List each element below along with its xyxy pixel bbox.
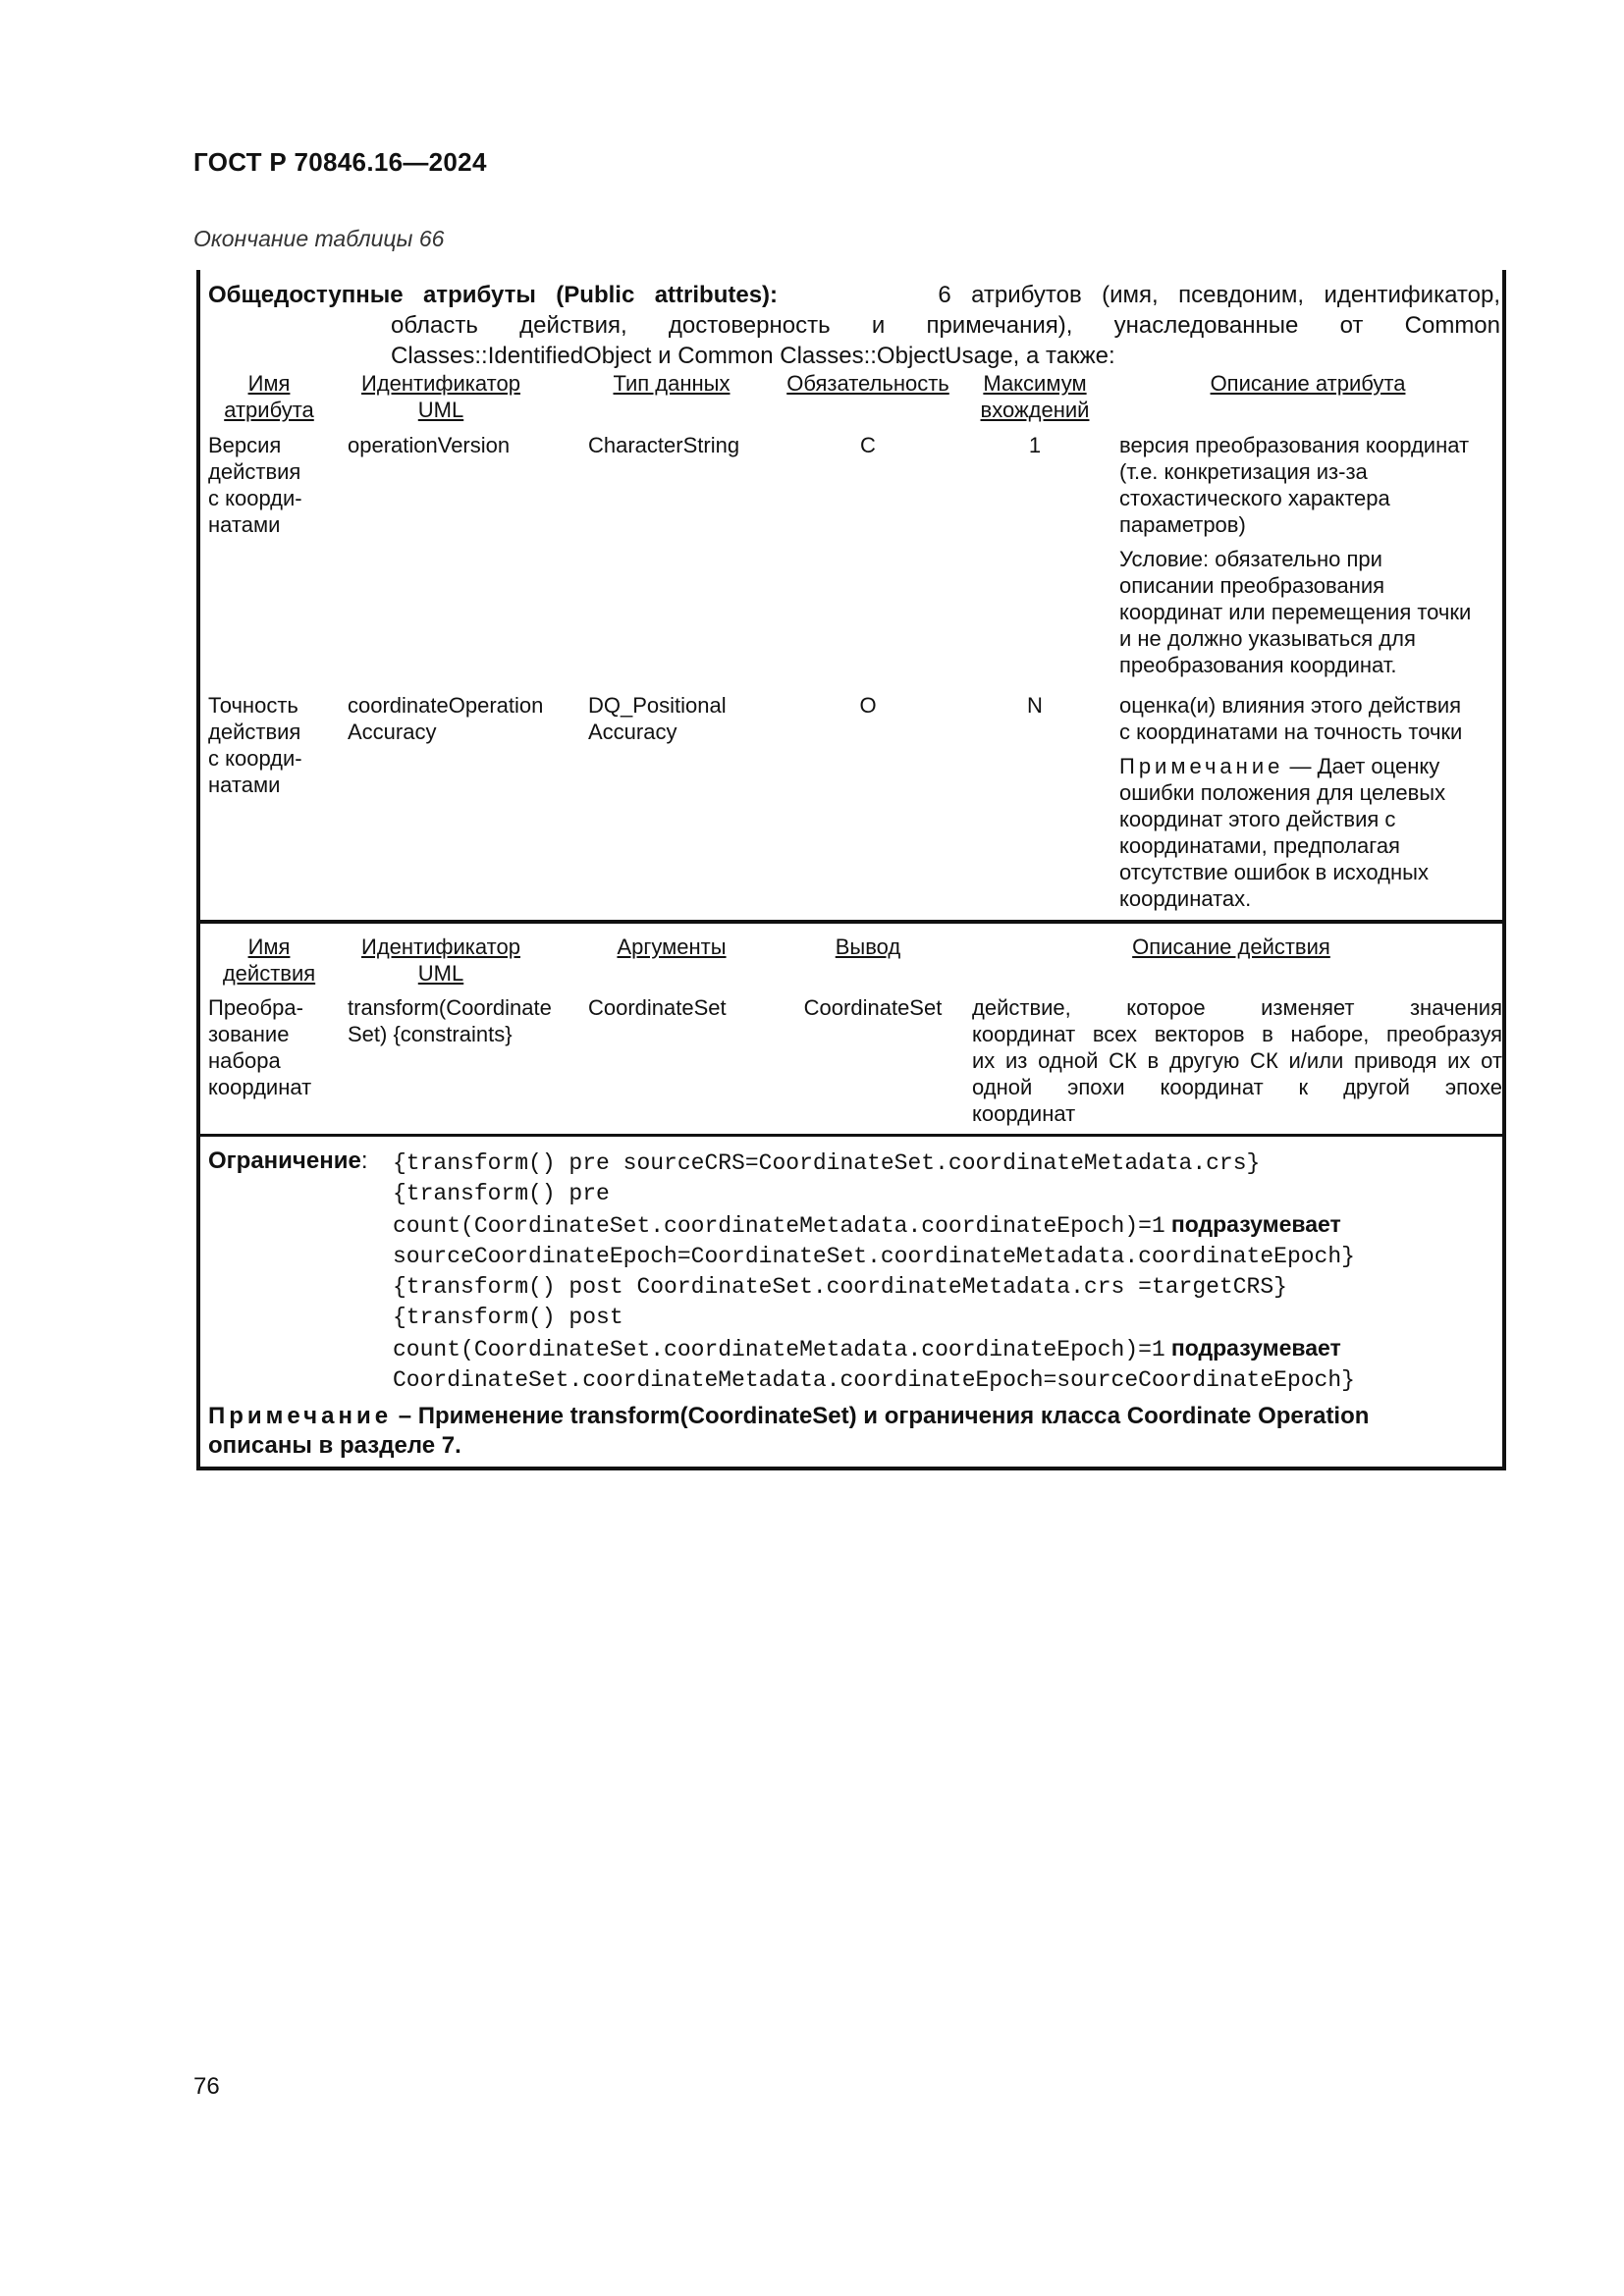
row1-obligation: C xyxy=(860,433,876,457)
column-header-output: Вывод xyxy=(835,934,901,959)
constraint-label: Ограничение: xyxy=(208,1148,368,1174)
constraint-line: count(CoordinateSet.coordinateMetadata.coordinateEpoch)=1 xyxy=(393,1337,1165,1362)
constraint-line: {transform() pre sourceCRS=CoordinateSet.coordinateMetadata.crs} xyxy=(393,1150,1261,1176)
op-row-uml: transform(Coordinate Set) {constraints} xyxy=(348,995,552,1046)
constraint-line: {transform() post CoordinateSet.coordinateMetadata.crs =targetCRS} xyxy=(393,1274,1287,1300)
row2-desc: оценка(и) влияния этого действия с координатами на точность точки Примечание — Дает оценку ошибки положения для целевых координат этого действия с координатами, предполагая отсутствие ошибок в исходных координатах. xyxy=(1119,693,1463,911)
attributes-table xyxy=(196,270,1506,1470)
row2-obligation: O xyxy=(859,693,877,718)
op-row-args: CoordinateSet xyxy=(588,995,727,1020)
constraint-divider xyxy=(200,1134,1502,1137)
column-header-op-uml: Идентификатор UML xyxy=(361,934,520,986)
constraint-line: count(CoordinateSet.coordinateMetadata.coordinateEpoch)=1 xyxy=(393,1213,1165,1239)
constraint-line: {transform() pre xyxy=(393,1181,610,1206)
column-header-attr-name: Имя атрибута xyxy=(224,371,314,422)
column-header-op-name: Имя действия xyxy=(222,934,316,986)
row1-type: CharacterString xyxy=(588,433,740,457)
constraint-line: sourceCoordinateEpoch=CoordinateSet.coordinateMetadata.coordinateEpoch} xyxy=(393,1244,1355,1269)
constraint-body xyxy=(393,1148,1502,1396)
column-header-args: Аргументы xyxy=(617,934,727,959)
column-header-op-desc: Описание действия xyxy=(1132,934,1330,959)
attributes-title-line2: область действия, достоверность и примечания), унаследованные от Common xyxy=(391,312,1500,339)
attributes-title-rest: 6 атрибутов (имя, псевдоним, идентификатор, xyxy=(938,282,1501,308)
row1-uml: operationVersion xyxy=(348,433,511,457)
note-label: Примечание xyxy=(1119,754,1284,778)
column-header-max: Максимум вхождений xyxy=(980,371,1090,422)
constraint-note: Примечание – Применение transform(CoordinateSet) и ограничения класса Coordinate Operation описаны в разделе 7. xyxy=(208,1403,1370,1459)
row1-desc: версия преобразования координат (т.е. конкретизация из-за стохастического характера параметров) Условие: обязательно при описании преобразования координат или перемещения точки и не должно указываться для преобразования координат. xyxy=(1119,433,1472,677)
op-row-desc: действие, которое изменяет значения координат всех векторов в наборе, преобразуя их из одной СК в другую СК и/или приводя их от одной эпохи координат к другой эпохе координат xyxy=(972,995,1502,1126)
row2-type: DQ_Positional Accuracy xyxy=(588,693,727,744)
page-number: 76 xyxy=(193,2073,220,2100)
implies-word: подразумевает xyxy=(1170,1211,1341,1237)
section-divider xyxy=(200,920,1502,924)
row2-name: Точность действия с коорди- натами xyxy=(208,693,302,797)
attributes-title-line3: Classes::IdentifiedObject и Common Classes::ObjectUsage, а также: xyxy=(391,343,1115,369)
attributes-title-bold: Общедоступные атрибуты (Public attributes): xyxy=(208,282,779,308)
constraint-line: CoordinateSet.coordinateMetadata.coordinateEpoch=sourceCoordinateEpoch} xyxy=(393,1367,1355,1393)
column-header-type: Тип данных xyxy=(613,371,731,396)
op-row-name: Преобра- зование набора координат xyxy=(208,995,312,1099)
implies-word: подразумевает xyxy=(1170,1335,1341,1361)
constraint-line: {transform() post xyxy=(393,1305,623,1330)
document-header: ГОСТ Р 70846.16—2024 xyxy=(193,147,487,177)
row2-uml: coordinateOperation Accuracy xyxy=(348,693,544,744)
column-header-obligation: Обязательность xyxy=(786,371,949,396)
row1-name: Версия действия с коорди- натами xyxy=(208,433,302,537)
row2-max: N xyxy=(1027,693,1043,718)
table-caption: Окончание таблицы 66 xyxy=(193,226,445,251)
column-header-uml: Идентификатор UML xyxy=(361,371,520,422)
row1-max: 1 xyxy=(1028,433,1042,457)
attributes-title xyxy=(208,280,1500,371)
column-header-desc: Описание атрибута xyxy=(1210,371,1406,396)
op-row-output: CoordinateSet xyxy=(803,995,943,1020)
